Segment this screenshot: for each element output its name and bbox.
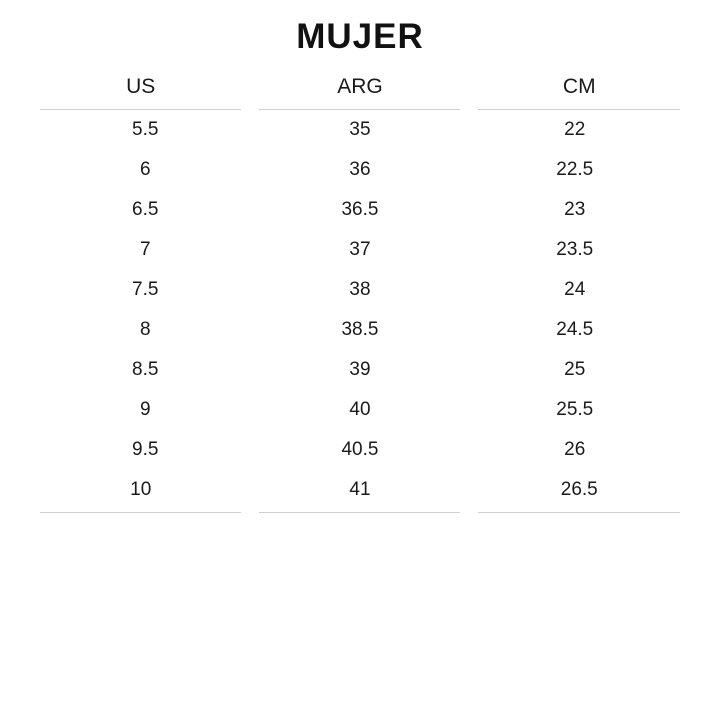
- cell-us: 9: [139, 398, 151, 420]
- cell-cm: 23.5: [556, 238, 594, 260]
- cell-cm: 26.5: [469, 470, 680, 513]
- cell-arg: 40: [349, 398, 371, 420]
- cell-cm: 22.5: [556, 158, 594, 180]
- table-body: [40, 109, 680, 512]
- cell-us: 7: [139, 238, 151, 260]
- page-title: MUJER: [296, 17, 424, 56]
- cell-cm: 25.5: [556, 398, 594, 420]
- cell-arg: 41: [250, 470, 469, 513]
- cell-arg: 37: [349, 238, 371, 260]
- table-row: [40, 470, 680, 513]
- cell-arg: 40.5: [341, 438, 379, 460]
- cell-arg: 38: [349, 278, 371, 300]
- column-header-cm: CM: [469, 71, 680, 110]
- cell-arg: 36.5: [341, 198, 379, 220]
- table-row: [40, 310, 680, 350]
- cell-arg: 38.5: [341, 318, 379, 340]
- cell-us: 5.5: [132, 118, 159, 140]
- cell-us: 6: [139, 158, 151, 180]
- cell-arg: 39: [349, 358, 371, 380]
- bottom-whitespace: [40, 513, 680, 720]
- table-row: [40, 230, 680, 270]
- cell-us: 6.5: [132, 198, 159, 220]
- cell-us: 7.5: [132, 278, 159, 300]
- table-row: [40, 430, 680, 470]
- cell-cm: 23: [564, 198, 586, 220]
- cell-cm: 24: [564, 278, 586, 300]
- size-conversion-table: [40, 71, 680, 513]
- table-row: [40, 150, 680, 190]
- column-header-arg: ARG: [250, 71, 469, 110]
- table-header-row: [40, 71, 680, 110]
- cell-us: 8.5: [132, 358, 159, 380]
- cell-cm: 22: [564, 118, 586, 140]
- cell-cm: 26: [564, 438, 586, 460]
- table-row: [40, 190, 680, 230]
- cell-arg: 36: [349, 158, 371, 180]
- table-row: [40, 390, 680, 430]
- cell-cm: 25: [564, 358, 586, 380]
- cell-arg: 35: [349, 118, 371, 140]
- table-header: [40, 71, 680, 110]
- table-row: [40, 350, 680, 390]
- cell-us: 9.5: [132, 438, 159, 460]
- column-header-us: US: [40, 71, 250, 110]
- table-row: [40, 270, 680, 310]
- cell-us: 10: [40, 470, 250, 513]
- table-row: [40, 109, 680, 150]
- cell-cm: 24.5: [556, 318, 594, 340]
- cell-us: 8: [139, 318, 151, 340]
